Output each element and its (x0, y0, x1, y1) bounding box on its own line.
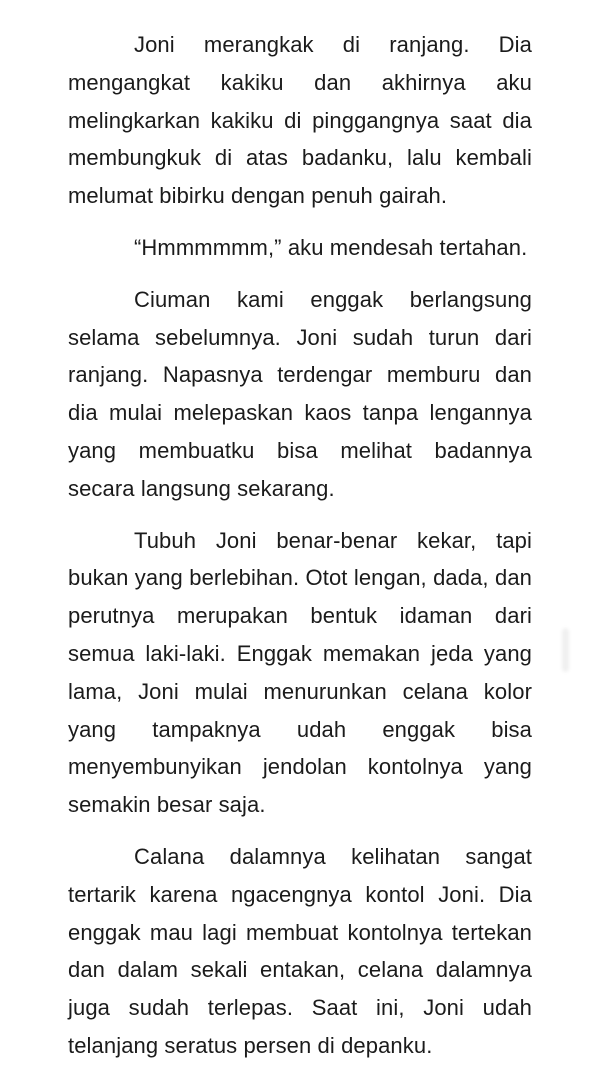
paragraph: Tubuh Joni benar-benar kekar, tapi bukan yang berlebihan. Otot lengan, dada, dan perutnya merupakan bentuk idaman dari semua laki-laki. Enggak memakan jeda yang lama, Joni mulai menurunkan celana kolor yang tampaknya udah enggak bisa menyembunyikan jendolan kontolnya yang semakin besar saja. (68, 527, 532, 818)
paragraph: Calana dalamnya kelihatan sangat tertarik karena ngacengnya kontol Joni. Dia enggak mau lagi membuat kontolnya tertekan dan dalam sekali entakan, celana dalamnya juga sudah terlepas. Saat ini, Joni udah telanjang seratus persen di depanku. (68, 843, 532, 1058)
paragraph: “Hmmmmmm,” aku mendesah tertahan. (134, 234, 528, 260)
paragraph: Ciuman kami enggak berlangsung selama sebelumnya. Joni sudah turun dari ranjang. Napasnya terdengar memburu dan dia mulai melepaskan kaos tanpa lengannya yang membuatku bisa melihat badannya secara langsung sekarang. (68, 286, 532, 501)
paragraph: Joni merangkak di ranjang. Dia mengangkat kakiku dan akhirnya aku melingkarkan kakiku di pinggangnya saat dia membungkuk di atas badanku, lalu kembali melumat bibirku dengan penuh gairah. (68, 32, 532, 209)
text-block (68, 26, 532, 1067)
scrollbar-thumb[interactable] (562, 628, 569, 672)
